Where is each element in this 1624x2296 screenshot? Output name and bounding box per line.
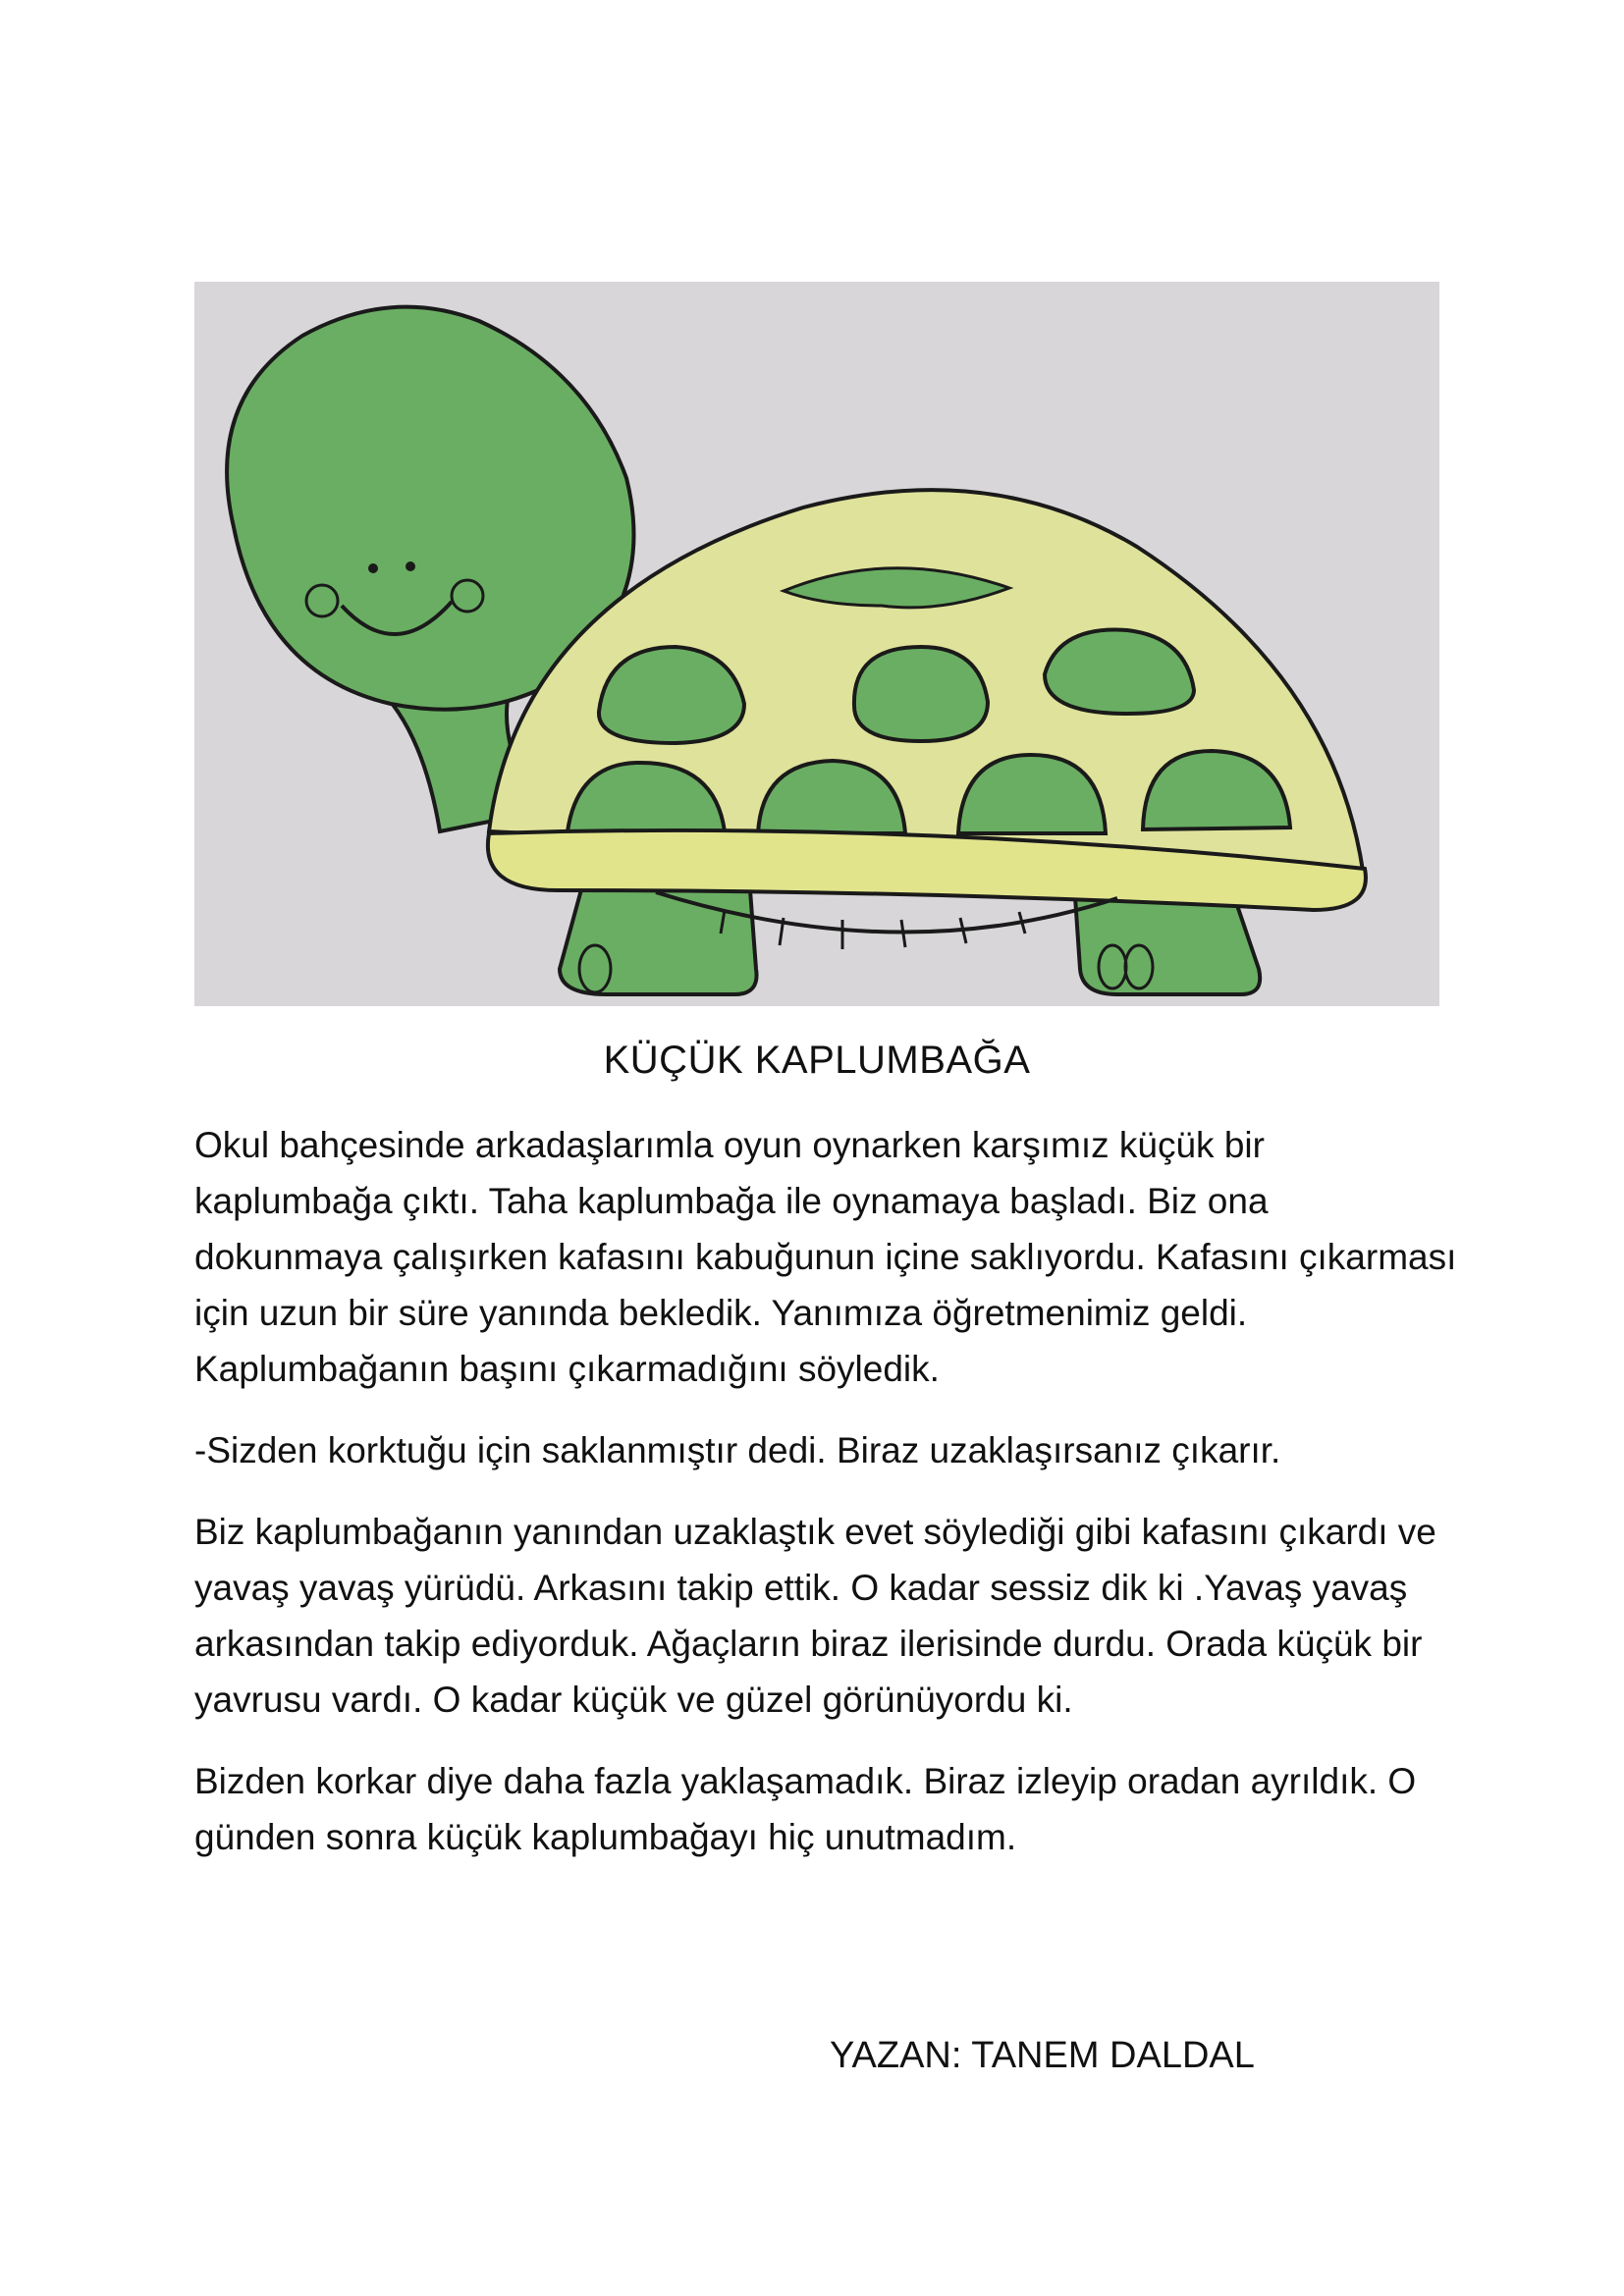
shell-spot-2 xyxy=(854,647,988,741)
story-paragraph-3: Biz kaplumbağanın yanından uzaklaştık evet söylediği gibi kafasını çıkardı ve yavaş yavaş yürüdü. Arkasını takip ettik. O kadar sessiz dik ki .Yavaş yavaş arkasından takip ediyorduk. Ağaçların biraz ilerisinde durdu. Orada küçük bir yavrusu vardı. O kadar küçük ve güzel görünüyordu ki. xyxy=(194,1512,1436,1720)
story-body xyxy=(194,1117,1461,1891)
story-paragraph-4: Bizden korkar diye daha fazla yaklaşamadık. Biraz izleyip oradan ayrıldık. O günden sonra küçük kaplumbağayı hiç unutmadım. xyxy=(194,1761,1417,1857)
story-paragraph-1: Okul bahçesinde arkadaşlarımla oyun oynarken karşımız küçük bir kaplumbağa çıktı. Taha kaplumbağa ile oynamaya başladı. Biz ona dokunmaya çalışırken kafasını kabuğunun içine saklıyordu. Kafasını çıkarması için uzun bir süre yanında bekledik. Yanımıza öğretmenimiz geldi. Kaplumbağanın başını çıkarmadığını söyledik. xyxy=(194,1125,1457,1389)
story-paragraph-2: -Sizden korktuğu için saklanmıştır dedi. Biraz uzaklaşırsanız çıkarır. xyxy=(194,1430,1281,1470)
turtle-eye-left xyxy=(368,563,378,573)
story-title: KÜÇÜK KAPLUMBAĞA xyxy=(603,1039,1031,1082)
turtle-drawing-image xyxy=(194,282,1439,1006)
author-signature: YAZAN: TANEM DALDAL xyxy=(830,2035,1255,2076)
turtle-eye-right xyxy=(406,561,415,571)
turtle-drawing-icon xyxy=(194,282,1439,1006)
front-leg xyxy=(560,882,757,994)
